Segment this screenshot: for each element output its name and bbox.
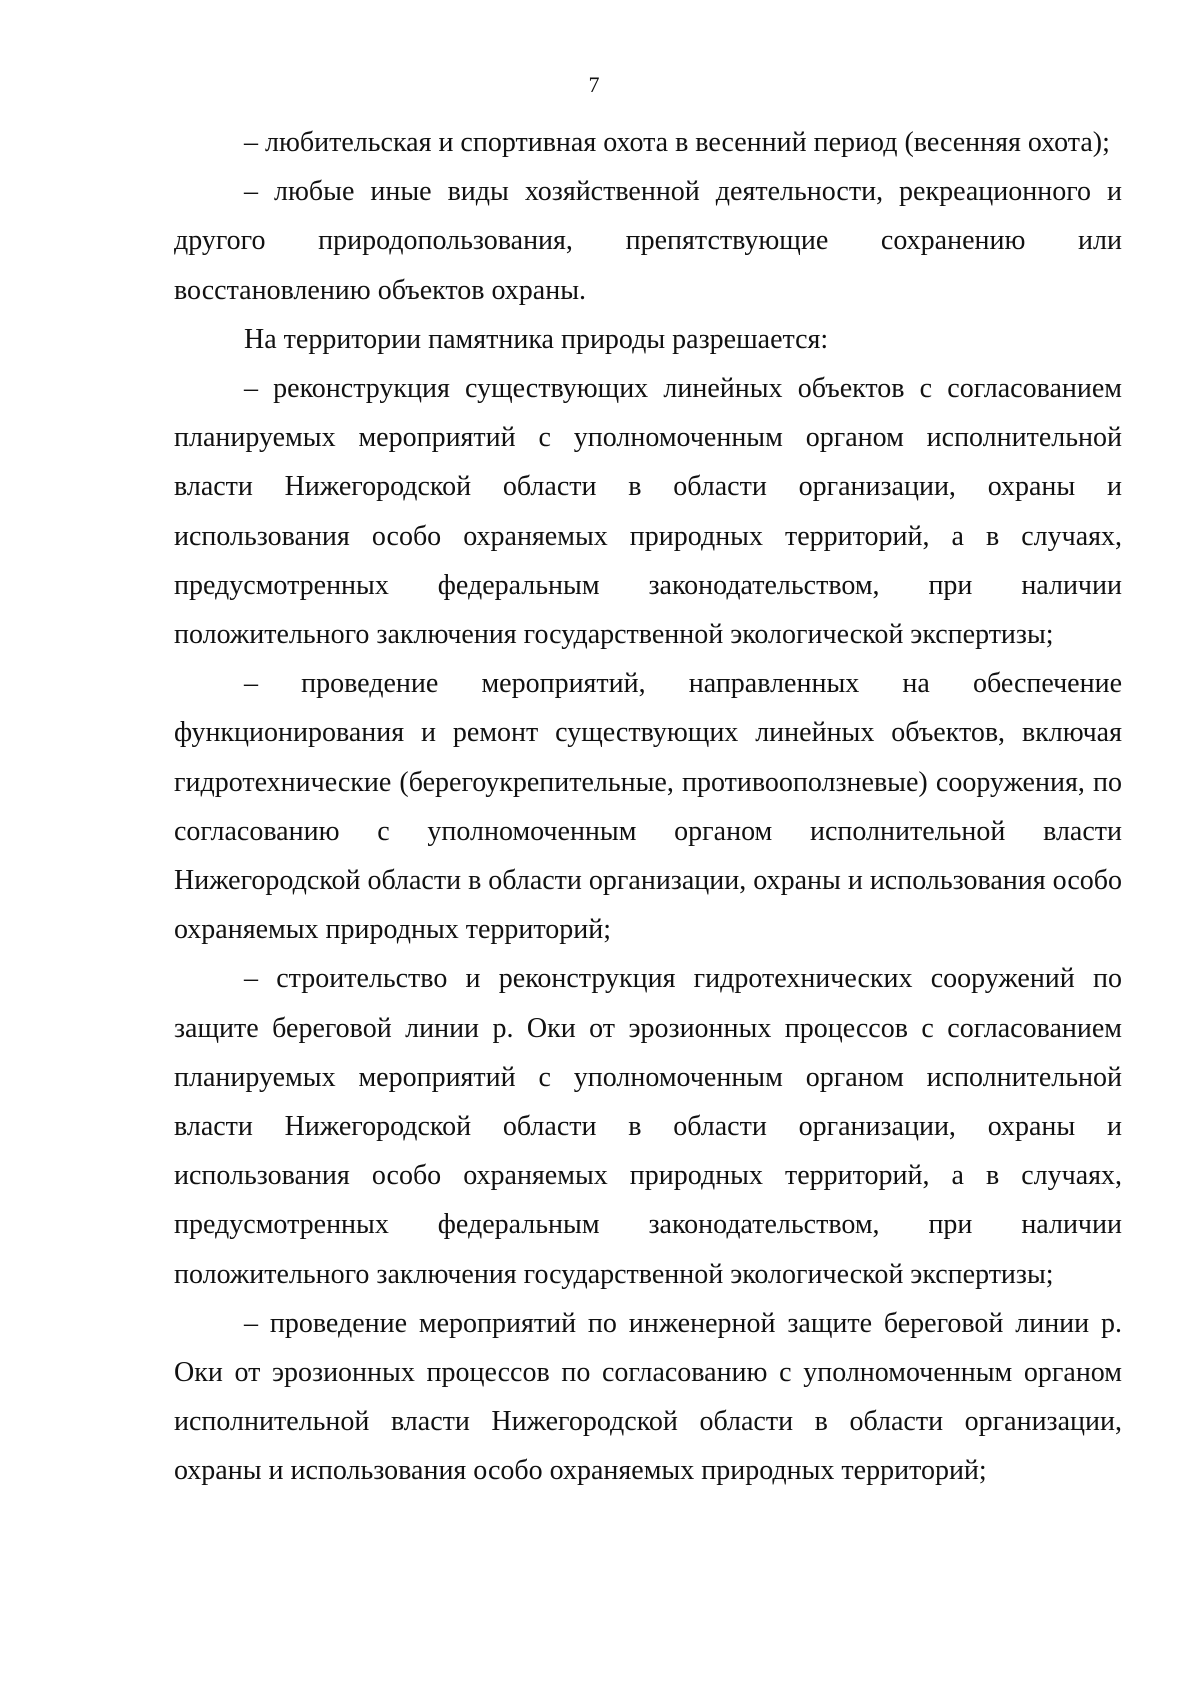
paragraph-maintenance-linear: – проведение мероприятий, направленных на обеспечение функционирования и ремонт существующих линейных объектов, включая гидротехнические (берегоукрепительные, противооползневые) сооружения, по согласованию с уполномоченным органом исполнительной власти Нижегородской области в области организации, охраны и использования особо охраняемых природных территорий; xyxy=(174,668,1122,946)
paragraph-hydrotechnical-construction: – строительство и реконструкция гидротехнических сооружений по защите береговой линии р. Оки от эрозионных процессов с согласованием планируемых мероприятий с уполномоченным органом исполнительной власти Нижегородской области в области организации, охраны и использования особо охраняемых природных территорий, а в случаях, предусмотренных федеральным законодательством, при наличии положительного заключения государственной экологической экспертизы; xyxy=(174,963,1122,1290)
paragraph-reconstruction-linear: – реконструкция существующих линейных объектов с согласованием планируемых мероприятий с уполномоченным органом исполнительной власти Нижегородской области в области организации, охраны и использования особо охраняемых природных территорий, а в случаях, предусмотренных федеральным законодательством, при наличии положительного заключения государственной экологической экспертизы; xyxy=(174,373,1122,651)
paragraph-spring-hunting: – любительская и спортивная охота в весенний период (весенняя охота); xyxy=(244,127,1110,158)
paragraph-permitted-heading: На территории памятника природы разрешается: xyxy=(244,323,829,355)
page-number: 7 xyxy=(588,72,600,97)
paragraph-engineering-protection: – проведение мероприятий по инженерной защите береговой линии р. Оки от эрозионных процессов по согласованию с уполномоченным органом исполнительной власти Нижегородской области в области организации, охраны и использования особо охраняемых природных территорий; xyxy=(174,1307,1122,1487)
document-body xyxy=(174,118,1122,1496)
paragraph-other-activities: – любые иные виды хозяйственной деятельности, рекреационного и другого природопользования, препятствующие сохранению или восстановлению объектов охраны. xyxy=(174,176,1122,306)
